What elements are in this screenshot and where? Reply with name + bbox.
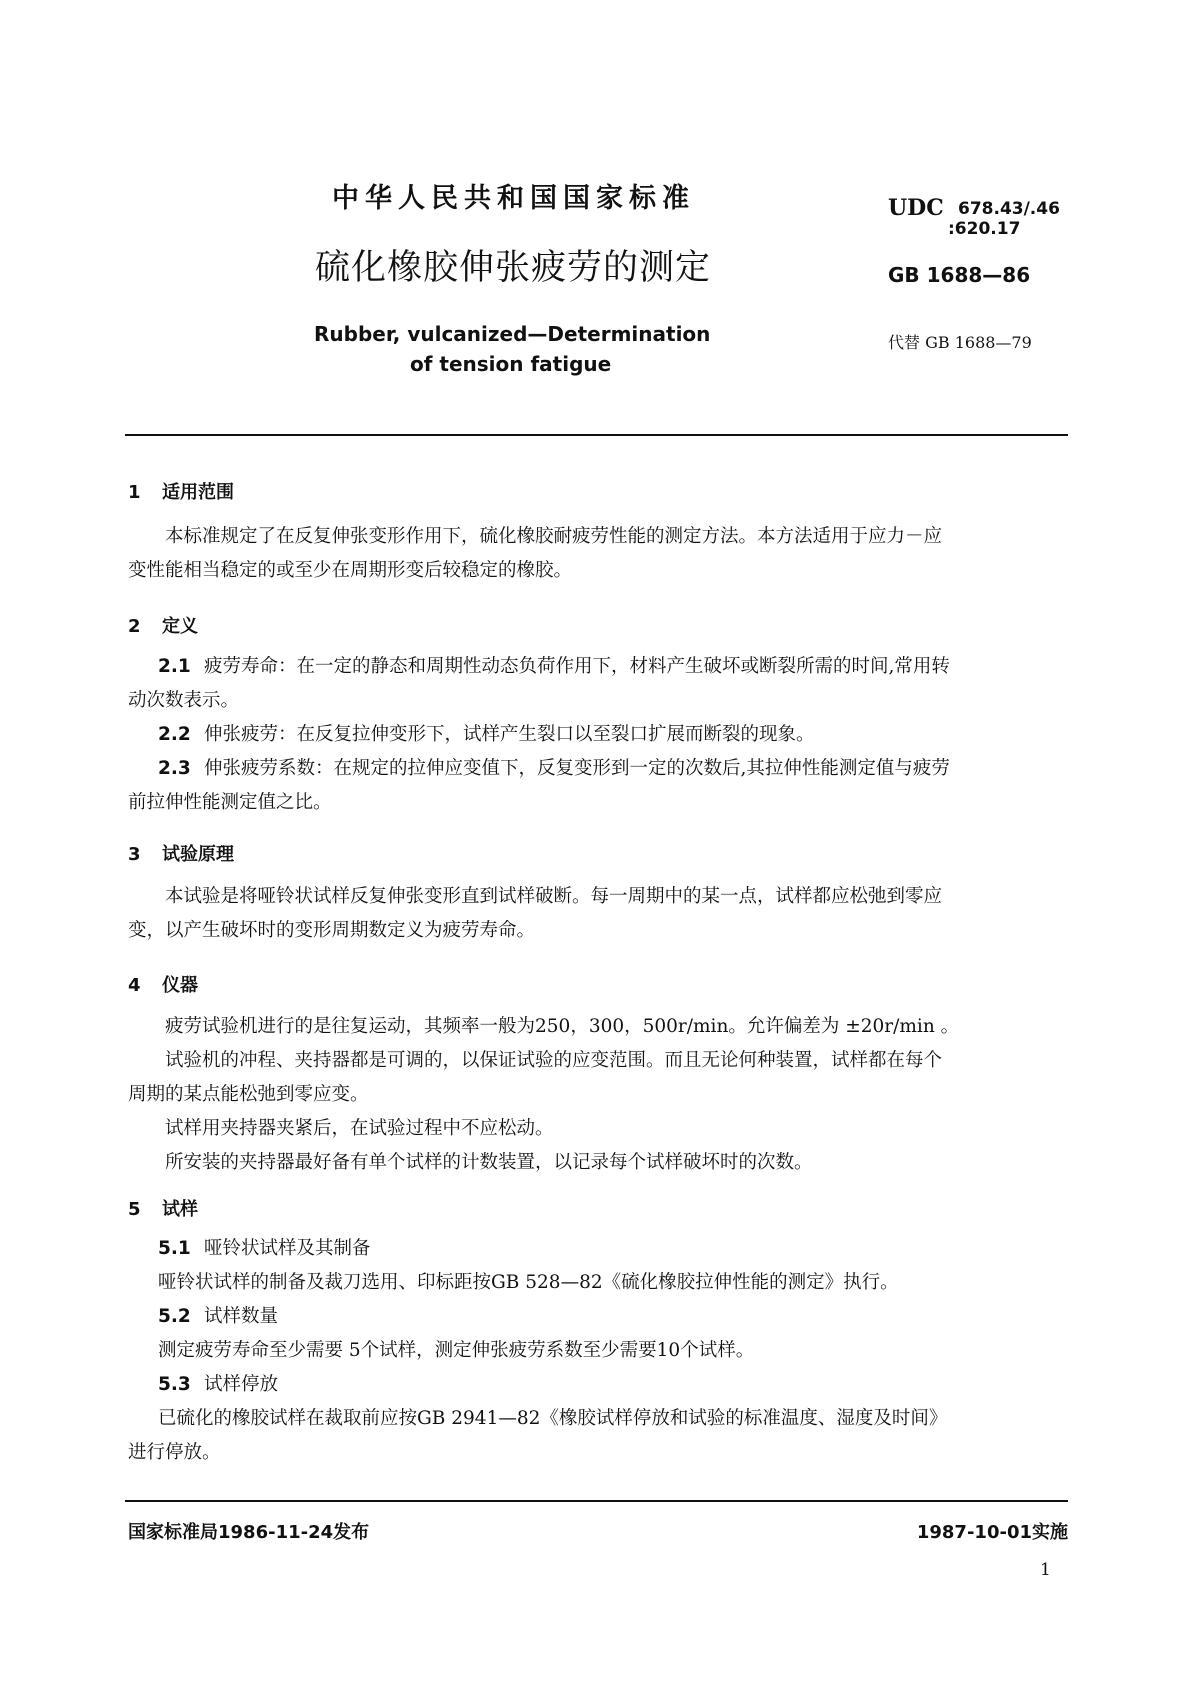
text-line — [128, 1368, 1068, 1402]
text-line — [128, 1232, 1068, 1266]
clause-number: 2.2 — [158, 724, 191, 745]
gb-standard-number: GB 1688—86 — [888, 263, 1031, 287]
section-3-paragraph — [128, 880, 1068, 948]
clause-title: 试样停放 — [204, 1374, 279, 1395]
text-line: 动次数表示。 — [128, 690, 240, 711]
section-4-paragraphs — [128, 1010, 1068, 1180]
clause-number: 5.2 — [158, 1306, 191, 1327]
text-line: 试验机的冲程、夹持器都是可调的，以保证试验的应变范围。而且无论何种装置，试样都在每个 — [165, 1050, 943, 1071]
clause-2-1 — [128, 650, 1068, 718]
text-line: 已硫化的橡胶试样在裁取前应按GB 2941—82《橡胶试样停放和试验的标准温度、湿度及时间》 — [158, 1408, 948, 1429]
text-line: 进行停放。 — [128, 1442, 221, 1463]
text-line: 前拉伸性能测定值之比。 — [128, 792, 332, 813]
udc-label: UDC — [888, 195, 944, 221]
text-line: 本试验是将哑铃状试样反复伸张变形直到试样破断。每一周期中的某一点，试样都应松弛到零应 — [165, 886, 943, 907]
text-line: 试样用夹持器夹紧后，在试验过程中不应松动。 — [165, 1118, 554, 1139]
section-number: 5 — [128, 1199, 141, 1220]
text-line: 所安装的夹持器最好备有单个试样的计数装置，以记录每个试样破坏时的次数。 — [165, 1152, 813, 1173]
clause-title: 试样数量 — [204, 1306, 279, 1327]
document-title-cn: 硫化橡胶伸张疲劳的测定 — [315, 248, 712, 288]
section-title: 试验原理 — [162, 844, 234, 865]
text-line — [128, 752, 1068, 786]
clause-2-3 — [128, 752, 1068, 820]
clause-title: 哑铃状试样及其制备 — [204, 1238, 371, 1259]
effective-date: 1987-10-01实施 — [916, 1522, 1068, 1543]
text-line — [128, 718, 1068, 752]
document-title-en-line2: of tension fatigue — [410, 352, 612, 376]
section-2-heading — [128, 612, 198, 638]
clause-2-2 — [128, 718, 1068, 752]
text-line: 疲劳试验机进行的是往复运动，其频率一般为250，300，500r/min。允许偏差为 ±20r/min 。 — [165, 1016, 960, 1037]
text-line: 测定疲劳寿命至少需要 5个试样，测定伸张疲劳系数至少需要10个试样。 — [158, 1340, 755, 1361]
clause-number: 2.1 — [158, 656, 191, 677]
clause-5-2 — [128, 1300, 1068, 1368]
clause-number: 5.3 — [158, 1374, 191, 1395]
clause-number: 5.1 — [158, 1238, 191, 1259]
replaces-standard: 代替 GB 1688—79 — [888, 333, 1032, 352]
section-4-heading — [128, 971, 198, 997]
section-number: 2 — [128, 616, 141, 637]
text-line — [128, 1300, 1068, 1334]
footer-divider — [125, 1500, 1068, 1502]
text-line: 变，以产生破坏时的变形周期数定义为疲劳寿命。 — [128, 920, 536, 941]
clause-text: 伸张疲劳系数：在规定的拉伸应变值下，反复变形到一定的次数后,其拉伸性能测定值与疲劳 — [204, 758, 950, 779]
section-title: 仪器 — [162, 975, 198, 996]
text-line: 本标准规定了在反复伸张变形作用下，硫化橡胶耐疲劳性能的测定方法。本方法适用于应力－应 — [165, 526, 943, 547]
section-1-paragraph — [128, 520, 1068, 588]
udc-code-line2: :620.17 — [948, 219, 1021, 239]
section-number: 3 — [128, 844, 141, 865]
udc-code-line1: 678.43/.46 — [958, 199, 1060, 219]
section-number: 4 — [128, 975, 141, 996]
clause-text: 伸张疲劳：在反复拉伸变形下，试样产生裂口以至裂口扩展而断裂的现象。 — [204, 724, 815, 745]
section-title: 定义 — [162, 616, 198, 637]
issuing-authority: 中华人民共和国国家标准 — [332, 183, 695, 214]
clause-5-1 — [128, 1232, 1068, 1300]
section-title: 适用范围 — [162, 482, 234, 503]
section-5-heading — [128, 1195, 198, 1221]
section-title: 试样 — [162, 1199, 198, 1220]
section-1-heading — [128, 478, 234, 504]
clause-5-3 — [128, 1368, 1068, 1470]
document-title-en-line1: Rubber, vulcanized—Determination — [314, 322, 711, 346]
page-number: 1 — [1040, 1560, 1051, 1580]
text-line: 哑铃状试样的制备及裁刀选用、印标距按GB 528—82《硫化橡胶拉伸性能的测定》执行。 — [158, 1272, 899, 1293]
issue-date: 国家标准局1986-11-24发布 — [128, 1522, 370, 1543]
text-line — [128, 650, 1068, 684]
clause-text: 疲劳寿命：在一定的静态和周期性动态负荷作用下，材料产生破坏或断裂所需的时间,常用转 — [204, 656, 950, 677]
section-3-heading — [128, 840, 234, 866]
text-line: 周期的某点能松弛到零应变。 — [128, 1084, 369, 1105]
text-line: 变性能相当稳定的或至少在周期形变后较稳定的橡胶。 — [128, 560, 573, 581]
section-number: 1 — [128, 482, 141, 503]
header-divider — [125, 434, 1068, 436]
clause-number: 2.3 — [158, 758, 191, 779]
